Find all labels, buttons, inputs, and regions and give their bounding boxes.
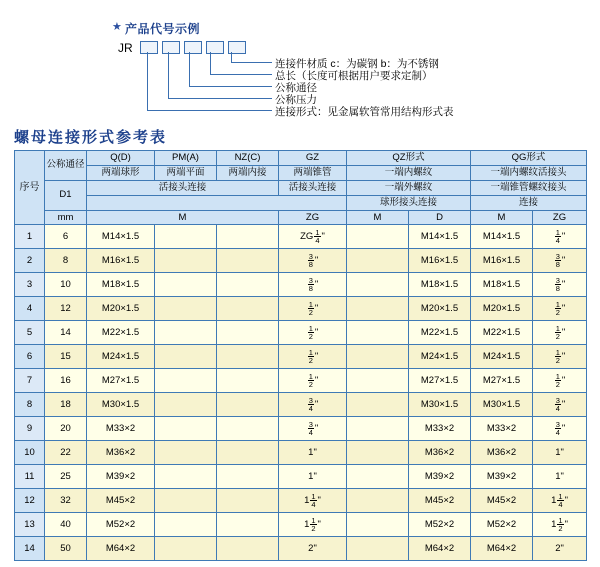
cell-gz: 1 $\frac{1}{2}$ " (279, 513, 347, 537)
cell-qz-d: M14×1.5 (409, 225, 471, 249)
cell-qz-m (347, 489, 409, 513)
cell-nzc (217, 489, 279, 513)
leader-vline-4 (168, 52, 169, 98)
cell-qd: M20×1.5 (87, 297, 155, 321)
cell-qd: M18×1.5 (87, 273, 155, 297)
cell-qd: M14×1.5 (87, 225, 155, 249)
header-group-qd: Q(D) (87, 151, 155, 166)
cell-dn: 6 (45, 225, 87, 249)
cell-pma (155, 225, 217, 249)
header-d1: D1 (45, 180, 87, 210)
cell-qz-d: M20×1.5 (409, 297, 471, 321)
cell-qd: M36×2 (87, 441, 155, 465)
cell-qg-m: M33×2 (471, 417, 533, 441)
header-unit-zg-gz: ZG (279, 210, 347, 225)
cell-qd: M52×2 (87, 513, 155, 537)
cell-seq: 4 (15, 297, 45, 321)
table-row (15, 321, 587, 345)
table-row (15, 393, 587, 417)
cell-nzc (217, 417, 279, 441)
cell-qd: M30×1.5 (87, 393, 155, 417)
cell-qz-m (347, 345, 409, 369)
cell-dn: 32 (45, 489, 87, 513)
table-row (15, 369, 587, 393)
cell-qz-m (347, 273, 409, 297)
cell-qg-m: M36×2 (471, 441, 533, 465)
table-row (15, 441, 587, 465)
cell-qg-zg: 1" (533, 465, 587, 489)
cell-pma (155, 345, 217, 369)
header-group-gz: GZ (279, 151, 347, 166)
cell-pma (155, 249, 217, 273)
cell-nzc (217, 297, 279, 321)
cell-qg-m: M14×1.5 (471, 225, 533, 249)
header-unit-m-qz: M (347, 210, 409, 225)
cell-qg-zg: $\frac{1}{2}$ " (533, 369, 587, 393)
table-row (15, 513, 587, 537)
cell-seq: 5 (15, 321, 45, 345)
cell-gz: 1" (279, 465, 347, 489)
legend-title: 产品代号示例 (125, 22, 201, 36)
header-group-nzc: NZ(C) (217, 151, 279, 166)
cell-qz-m (347, 393, 409, 417)
header-form-qg: 一端内螺纹活接头 (471, 165, 587, 180)
cell-gz: 2" (279, 537, 347, 561)
nut-connection-table (14, 150, 587, 561)
header-union-connection-gz: 活接头连接 (279, 180, 347, 195)
page-title: 螺母连接形式参考表 (14, 129, 168, 146)
header-group-qz: QZ形式 (347, 151, 471, 166)
header-ball-joint-qz: 球形接头连接 (347, 195, 471, 210)
table-row (15, 273, 587, 297)
cell-nzc (217, 441, 279, 465)
cell-gz: $\frac{3}{8}$ " (279, 273, 347, 297)
header-taper-thread-qg: 一端锥管螺纹接头 (471, 180, 587, 195)
cell-qz-d: M30×1.5 (409, 393, 471, 417)
code-box-4 (206, 41, 224, 54)
header-seq: 序号 (15, 151, 45, 225)
cell-gz: $\frac{3}{4}$ " (279, 393, 347, 417)
cell-qg-zg: $\frac{1}{2}$ " (533, 297, 587, 321)
cell-qd: M16×1.5 (87, 249, 155, 273)
cell-gz: $\frac{3}{8}$ " (279, 249, 347, 273)
cell-nzc (217, 393, 279, 417)
cell-dn: 18 (45, 393, 87, 417)
nut-connection-table-wrap (14, 150, 586, 561)
cell-pma (155, 297, 217, 321)
cell-qd: M64×2 (87, 537, 155, 561)
cell-nzc (217, 225, 279, 249)
header-row-groups (15, 151, 587, 166)
cell-qz-m (347, 441, 409, 465)
cell-pma (155, 537, 217, 561)
table-body (15, 225, 587, 561)
cell-qd: M22×1.5 (87, 321, 155, 345)
cell-seq: 8 (15, 393, 45, 417)
cell-qg-zg: $\frac{3}{8}$ " (533, 249, 587, 273)
cell-dn: 16 (45, 369, 87, 393)
cell-qg-zg: 1 $\frac{1}{4}$ " (533, 489, 587, 513)
cell-qd: M33×2 (87, 417, 155, 441)
cell-qg-zg: $\frac{3}{8}$ " (533, 273, 587, 297)
header-blank-left (87, 195, 347, 210)
cell-pma (155, 273, 217, 297)
cell-nzc (217, 537, 279, 561)
cell-dn: 50 (45, 537, 87, 561)
cell-gz: $\frac{3}{4}$ " (279, 417, 347, 441)
leader-vline-5 (147, 52, 148, 110)
cell-qz-d: M18×1.5 (409, 273, 471, 297)
cell-qg-zg: $\frac{3}{4}$ " (533, 393, 587, 417)
header-dn: 公称通径 (45, 151, 87, 181)
cell-qz-d: M36×2 (409, 441, 471, 465)
cell-qz-m (347, 513, 409, 537)
cell-qz-d: M33×2 (409, 417, 471, 441)
cell-gz: 1 $\frac{1}{4}$ " (279, 489, 347, 513)
table-row (15, 297, 587, 321)
table-row (15, 345, 587, 369)
cell-dn: 8 (45, 249, 87, 273)
header-unit-m-qg: M (471, 210, 533, 225)
cell-qz-d: M24×1.5 (409, 345, 471, 369)
cell-pma (155, 513, 217, 537)
header-row-connection2 (15, 195, 587, 210)
cell-qz-m (347, 465, 409, 489)
cell-pma (155, 417, 217, 441)
cell-pma (155, 369, 217, 393)
cell-nzc (217, 273, 279, 297)
cell-dn: 22 (45, 441, 87, 465)
cell-seq: 9 (15, 417, 45, 441)
cell-qg-m: M24×1.5 (471, 345, 533, 369)
cell-qg-m: M45×2 (471, 489, 533, 513)
cell-gz: $\frac{1}{2}$ " (279, 369, 347, 393)
cell-dn: 15 (45, 345, 87, 369)
leader-vline-3 (189, 52, 190, 86)
header-row-forms (15, 165, 587, 180)
header-union-connection-left: 活接头连接 (87, 180, 279, 195)
legend-label-material: 连接件材质 c：为碳钢 b：为不锈钢 (275, 58, 439, 70)
cell-qg-m: M64×2 (471, 537, 533, 561)
leader-hline-1 (231, 62, 272, 63)
table-row (15, 225, 587, 249)
cell-qz-m (347, 417, 409, 441)
header-form-qz: 一端内螺纹 (347, 165, 471, 180)
cell-qz-d: M64×2 (409, 537, 471, 561)
cell-gz: $\frac{1}{2}$ " (279, 321, 347, 345)
cell-qz-d: M27×1.5 (409, 369, 471, 393)
cell-qz-m (347, 249, 409, 273)
cell-dn: 10 (45, 273, 87, 297)
table-header (15, 151, 587, 225)
cell-seq: 14 (15, 537, 45, 561)
legend-label-nominal-diameter: 公称通径 (275, 82, 317, 94)
cell-qz-m (347, 321, 409, 345)
header-form-nzc: 两端内接 (217, 165, 279, 180)
cell-seq: 11 (15, 465, 45, 489)
cell-qd: M45×2 (87, 489, 155, 513)
leader-hline-2 (210, 74, 272, 75)
leader-hline-5 (147, 110, 272, 111)
cell-pma (155, 489, 217, 513)
legend-label-nominal-pressure: 公称压力 (275, 94, 317, 106)
cell-qg-zg: 1 $\frac{1}{2}$ " (533, 513, 587, 537)
legend-label-length: 总长（长度可根据用户要求定制） (275, 70, 433, 82)
header-external-thread-qz: 一端外螺纹 (347, 180, 471, 195)
header-row-connection (15, 180, 587, 195)
cell-qg-zg: 1" (533, 441, 587, 465)
cell-qz-d: M52×2 (409, 513, 471, 537)
cell-pma (155, 393, 217, 417)
table-row (15, 249, 587, 273)
cell-qg-m: M20×1.5 (471, 297, 533, 321)
cell-gz: ZG $\frac{1}{4}$ " (279, 225, 347, 249)
cell-dn: 40 (45, 513, 87, 537)
cell-seq: 6 (15, 345, 45, 369)
cell-gz: 1" (279, 441, 347, 465)
cell-seq: 2 (15, 249, 45, 273)
code-box-2 (162, 41, 180, 54)
cell-qg-zg: 2" (533, 537, 587, 561)
code-box-3 (184, 41, 202, 54)
cell-qz-m (347, 297, 409, 321)
header-group-qg: QG形式 (471, 151, 587, 166)
header-form-qd: 两端球形 (87, 165, 155, 180)
header-group-pma: PM(A) (155, 151, 217, 166)
cell-gz: $\frac{1}{2}$ " (279, 345, 347, 369)
header-connection-qg: 连接 (471, 195, 587, 210)
cell-dn: 20 (45, 417, 87, 441)
header-form-gz: 两端锥管 (279, 165, 347, 180)
cell-qd: M24×1.5 (87, 345, 155, 369)
leader-vline-1 (231, 52, 232, 62)
header-mm: mm (45, 210, 87, 225)
cell-dn: 12 (45, 297, 87, 321)
cell-qd: M27×1.5 (87, 369, 155, 393)
leader-hline-3 (189, 86, 272, 87)
cell-nzc (217, 369, 279, 393)
cell-seq: 7 (15, 369, 45, 393)
product-code-prefix: JR (118, 41, 133, 55)
product-code-legend (0, 0, 600, 120)
table-row (15, 537, 587, 561)
table-row (15, 465, 587, 489)
leader-vline-2 (210, 52, 211, 74)
cell-seq: 10 (15, 441, 45, 465)
code-box-1 (140, 41, 158, 54)
cell-pma (155, 321, 217, 345)
leader-hline-4 (168, 98, 272, 99)
cell-qg-m: M39×2 (471, 465, 533, 489)
cell-seq: 3 (15, 273, 45, 297)
cell-nzc (217, 345, 279, 369)
legend-label-connection-type: 连接形式：见金属软管常用结构形式表 (275, 106, 454, 118)
cell-qz-d: M45×2 (409, 489, 471, 513)
cell-qz-m (347, 369, 409, 393)
cell-qg-m: M52×2 (471, 513, 533, 537)
header-row-units (15, 210, 587, 225)
header-form-pma: 两端平面 (155, 165, 217, 180)
cell-nzc (217, 513, 279, 537)
cell-qg-m: M18×1.5 (471, 273, 533, 297)
cell-qg-m: M16×1.5 (471, 249, 533, 273)
cell-nzc (217, 321, 279, 345)
cell-qz-d: M16×1.5 (409, 249, 471, 273)
cell-seq: 12 (15, 489, 45, 513)
cell-pma (155, 441, 217, 465)
cell-qd: M39×2 (87, 465, 155, 489)
header-unit-zg-qg: ZG (533, 210, 587, 225)
cell-qz-d: M39×2 (409, 465, 471, 489)
cell-qz-d: M22×1.5 (409, 321, 471, 345)
cell-nzc (217, 249, 279, 273)
cell-pma (155, 465, 217, 489)
table-row (15, 417, 587, 441)
cell-qg-zg: $\frac{1}{4}$ " (533, 225, 587, 249)
star-icon: ★ (112, 21, 122, 33)
cell-seq: 13 (15, 513, 45, 537)
cell-qz-m (347, 537, 409, 561)
cell-nzc (217, 465, 279, 489)
cell-qg-zg: $\frac{1}{2}$ " (533, 345, 587, 369)
cell-qz-m (347, 225, 409, 249)
header-unit-m-left: M (87, 210, 279, 225)
cell-dn: 25 (45, 465, 87, 489)
cell-dn: 14 (45, 321, 87, 345)
header-unit-d-qz: D (409, 210, 471, 225)
table-row (15, 489, 587, 513)
cell-gz: $\frac{1}{2}$ " (279, 297, 347, 321)
cell-qg-m: M22×1.5 (471, 321, 533, 345)
cell-seq: 1 (15, 225, 45, 249)
cell-qg-m: M27×1.5 (471, 369, 533, 393)
cell-qg-m: M30×1.5 (471, 393, 533, 417)
cell-qg-zg: $\frac{1}{2}$ " (533, 321, 587, 345)
cell-qg-zg: $\frac{3}{4}$ " (533, 417, 587, 441)
